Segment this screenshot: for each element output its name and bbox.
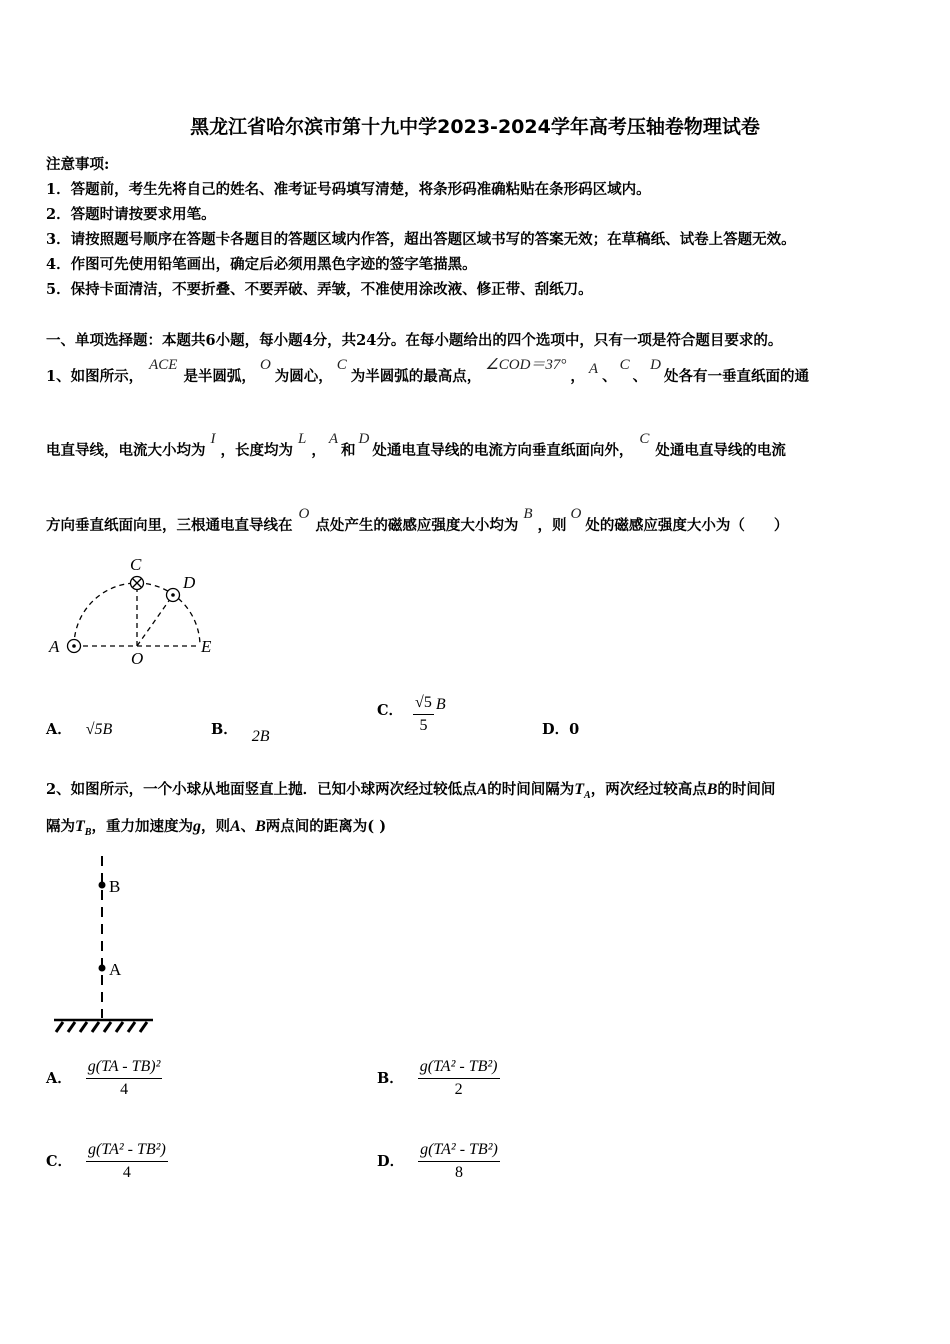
math-b: B — [255, 818, 266, 835]
fraction-denominator: 5 — [419, 717, 428, 734]
q1-text: 处的磁感应强度大小为（ ） — [585, 517, 789, 534]
section-heading: 一、单项选择题：本题共6小题，每小题4分，共24分。在每小题给出的四个选项中，只有一项是符合题目要求的。 — [46, 332, 783, 349]
q1-text: 处通电直导线的电流方向垂直纸面向外， — [372, 442, 634, 459]
option-fraction — [86, 1141, 168, 1182]
q1-text: 处通电直导线的电流 — [655, 442, 786, 459]
notice-item-2: 2．答题时请按要求用笔。 — [46, 206, 216, 223]
fraction-denominator: 2 — [454, 1081, 463, 1098]
fraction-numerator: g(TA² - TB²) — [418, 1141, 500, 1162]
fraction-denominator: 4 — [120, 1081, 129, 1098]
math-tb — [75, 818, 92, 839]
math-sub: A — [584, 790, 591, 802]
q2-option-c[interactable] — [46, 1141, 168, 1182]
notice-item-1: 1．答题前，考生先将自己的姓名、准考证号码填写清楚，将条形码准确粘贴在条形码区域内。 — [46, 181, 651, 198]
math-b: B — [523, 506, 533, 522]
q2-text: 隔为 — [46, 818, 75, 835]
q2-text: 的时间间隔为 — [487, 781, 575, 798]
q2-text: 2、如图所示，一个小球从地面竖直上抛．已知小球两次经过较低点 — [46, 781, 477, 798]
option-label: B． — [211, 721, 238, 738]
math-ta — [574, 781, 591, 802]
math-a: A — [476, 781, 488, 798]
q1-text: ，则 — [537, 517, 567, 534]
math-l: L — [298, 431, 307, 447]
label-e: E — [201, 637, 212, 656]
notice-item-4: 4．作图可先使用铅笔画出，确定后必须用黑色字迹的签字笔描黑。 — [46, 256, 477, 273]
option-fraction — [413, 694, 434, 735]
notice-item-3: 3．请按照题号顺序在答题卡各题目的答题区域内作答，超出答题区域书写的答案无效；在草稿纸、试卷上答题无效。 — [46, 231, 796, 248]
label-a: A — [109, 960, 122, 979]
math-i: I — [210, 431, 216, 447]
option-suffix: B — [435, 696, 446, 713]
notice-item-5: 5．保持卡面清洁，不要折叠、不要弄破、弄皱，不准使用涂改液、修正带、刮纸刀。 — [46, 281, 593, 298]
ground-hatch — [56, 1022, 147, 1032]
option-fraction — [418, 1058, 500, 1099]
q1-text: 点处产生的磁感应强度大小均为 — [315, 517, 519, 534]
fraction-denominator: 8 — [454, 1164, 463, 1181]
q1-text: 1、如图所示， — [46, 368, 144, 385]
option-label: B． — [377, 1070, 404, 1087]
notice-heading: 注意事项: — [46, 156, 110, 173]
math-d: D — [358, 431, 370, 447]
q1-text: 为圆心， — [274, 368, 333, 385]
option-fraction — [86, 1058, 163, 1099]
math-angle: ∠COD＝37° — [485, 357, 567, 373]
math-t: T — [574, 781, 585, 798]
page-title: 黑龙江省哈尔滨市第十九中学2023-2024学年高考压轴卷物理试卷 — [190, 116, 760, 138]
q2-text: 、 — [240, 818, 256, 835]
q2-line-2 — [46, 815, 386, 838]
option-label: C． — [377, 702, 404, 719]
q2-option-d[interactable] — [377, 1141, 500, 1182]
q1-option-a[interactable] — [46, 718, 112, 739]
q2-text: 的时间间 — [717, 781, 776, 798]
q1-option-b[interactable] — [211, 718, 270, 745]
fraction-numerator: g(TA² - TB²) — [418, 1058, 500, 1079]
q1-text: 、 — [632, 368, 648, 385]
math-sub: B — [84, 827, 92, 839]
q1-text: ，长度均为 — [220, 442, 293, 459]
q2-option-b[interactable] — [377, 1058, 500, 1099]
q1-option-d[interactable]: D．0 — [542, 721, 580, 738]
q2-option-a[interactable] — [46, 1058, 162, 1099]
wire-a-out-icon — [68, 640, 81, 653]
label-b: B — [109, 877, 121, 896]
label-a: A — [49, 637, 60, 656]
q2-text: ，两次经过较高点 — [590, 781, 707, 798]
q1-text: 是半圆弧， — [183, 368, 256, 385]
math-a: A — [588, 361, 599, 377]
q2-text: ，则 — [200, 818, 230, 835]
q1-text: 电直导线，电流大小均为 — [46, 442, 206, 459]
option-label: A． — [46, 721, 72, 738]
fraction-numerator: √5 — [413, 694, 434, 715]
wire-d-out-icon — [167, 589, 180, 602]
q2-text: 两点间的距离为( ) — [265, 818, 387, 835]
math-c: C — [336, 357, 347, 373]
math-o: O — [298, 506, 310, 522]
math-a: A — [229, 818, 241, 835]
label-c: C — [130, 555, 142, 574]
label-d: D — [183, 573, 196, 592]
math-d: D — [650, 357, 661, 373]
math-a: A — [328, 431, 339, 447]
point-b-marker — [99, 882, 106, 889]
fraction-denominator: 4 — [122, 1164, 131, 1181]
q2-text: ，重力加速度为 — [91, 818, 193, 835]
math-ace: ACE — [149, 357, 178, 373]
math-b: B — [706, 781, 718, 798]
math-t: T — [75, 818, 85, 835]
fraction-numerator: g(TA - TB)² — [86, 1058, 163, 1079]
fraction-numerator: g(TA² - TB²) — [86, 1141, 168, 1162]
math-o: O — [259, 357, 271, 373]
math-o: O — [570, 506, 582, 522]
q2-vertical-throw-figure — [50, 852, 160, 1034]
q1-option-c[interactable] — [377, 694, 446, 735]
point-a-marker — [99, 965, 106, 972]
wire-c-in-icon — [131, 577, 144, 590]
q1-text: 、 — [602, 368, 617, 385]
q1-text: 方向垂直纸面向里，三根通电直导线在 — [46, 517, 293, 534]
q2-line-1 — [46, 778, 775, 801]
option-value: √5B — [85, 721, 113, 738]
math-g: g — [192, 818, 201, 835]
q1-semicircle-figure — [40, 552, 230, 670]
q1-line-3 — [46, 506, 789, 535]
math-c: C — [639, 431, 650, 447]
option-fraction — [418, 1141, 500, 1182]
line-od — [137, 595, 173, 646]
q1-text: ， — [311, 442, 326, 459]
option-value: 2B — [251, 728, 270, 745]
q1-text: 和 — [341, 442, 356, 459]
option-label: D． — [377, 1153, 405, 1170]
q1-text: ， — [570, 368, 585, 385]
q1-text: 为半圆弧的最高点， — [350, 368, 482, 385]
q1-line-2 — [46, 431, 786, 460]
q1-line-1 — [46, 357, 809, 386]
q1-text: 处各有一垂直纸面的通 — [663, 368, 809, 385]
option-label: A． — [46, 1070, 72, 1087]
label-o: O — [131, 649, 144, 668]
math-c: C — [619, 357, 630, 373]
option-label: C． — [46, 1153, 73, 1170]
